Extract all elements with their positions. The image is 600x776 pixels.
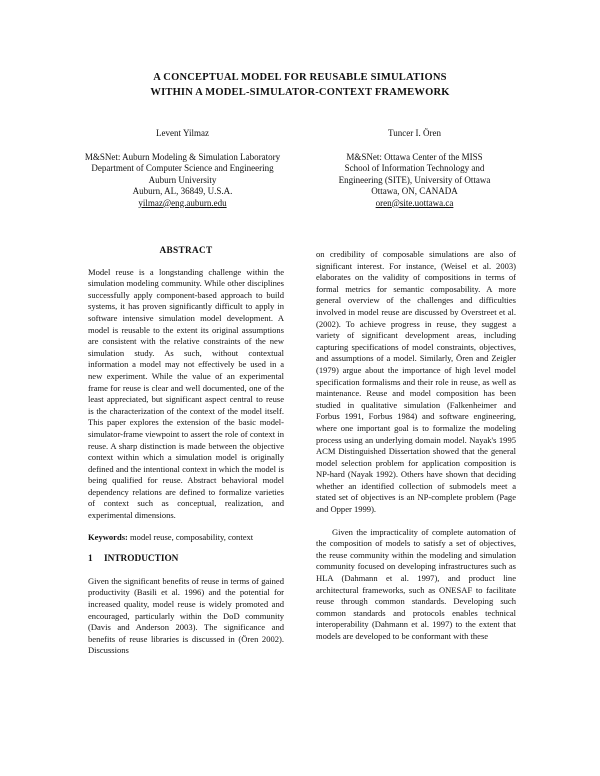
author-block-oren (312, 128, 517, 209)
title-line-1: A CONCEPTUAL MODEL FOR REUSABLE SIMULATIONS (153, 72, 447, 83)
author-name: Levent Yilmaz (156, 128, 209, 138)
affiliation-line: School of Information Technology and (344, 163, 485, 173)
body-paragraph: Given the impracticality of complete automation of the composition of models to satisfy a set of objectives, the reuse community within the modeling and simulation community focused on developing infrastructures such as HLA (Dahmann et al. 1997), and product line architectural frameworks, such as ONESAF to facilitate reuse through common standards. Developing such common standards and protocols enables technical interoperability (Dahmann et al. 1997) to the extent that models are developed to be conformant with these (316, 526, 516, 641)
section-number: 1 (88, 554, 93, 565)
section-title: INTRODUCTION (104, 554, 179, 565)
author-name: Tuncer I. Ören (388, 128, 441, 138)
affiliation-line: M&SNet: Auburn Modeling & Simulation Laboratory (84, 151, 281, 162)
author-email-link[interactable]: oren@site.uottawa.ca (375, 197, 454, 208)
affiliation-line: Auburn, AL, 36849, U.S.A. (132, 186, 233, 196)
introduction-text: Given the significant benefits of reuse in terms of gained productivity (Basili et al. 1996) and the potential for increased quality, model reuse is widely promoted and encouraged, particularly within the DoD community (Davis and Anderson 2003). The significance and benefits of reuse libraries is discussed in (Ören 2002). Discussions (88, 575, 284, 656)
abstract-text: Model reuse is a longstanding challenge within the simulation modeling community. While other disciplines successfully apply component-based approach to build systems, it has proven significantly difficult to apply in software intensive simulation model development. A model is reusable to the extent its original assumptions are consistent with the relative constraints of the new simulation study. As such, without contextual information a model may not effectively be used in a new experiment. While the value of an experimental frame for reuse is clear and well documented, one of the least appreciated, but significant aspect central to reuse is the characterization of the context of the model itself. This paper explores the extension of the basic model-simulator-frame viewpoint to assert the role of context in reuse. A sharp distinction is made between the objective context within which a simulation model is originally defined and the intentional context in which the model is being qualified for reuse. Abstract behavioral model dependency relations are defined to formalize varieties of context such as conceptual, realization, and experimental dimensions. (88, 266, 284, 521)
keywords-line (88, 532, 284, 544)
introduction-heading (88, 554, 284, 566)
affiliation-line: M&SNet: Ottawa Center of the MISS (346, 151, 483, 162)
abstract-heading: ABSTRACT (159, 246, 213, 256)
affiliation-line: Engineering (SITE), University of Ottawa (338, 174, 491, 185)
keywords-text: model reuse, composability, context (130, 531, 254, 542)
paper-title (0, 70, 600, 100)
affiliation-line: Ottawa, ON, CANADA (371, 186, 458, 196)
title-line-2: WITHIN A MODEL-SIMULATOR-CONTEXT FRAMEWORK (150, 87, 450, 98)
affiliation-line: Department of Computer Science and Engineering (91, 163, 274, 173)
right-column (316, 249, 516, 643)
affiliation-line: Auburn University (148, 174, 217, 185)
body-paragraph: on credibility of composable simulations are also of significant interest. For instance, (Weisel et al. 2003) elaborates on the validity of compositions in terms of formal metrics for semantic composability. A more general overview of the challenges and difficulties involved in model reuse are discussed by Overstreet et al. (2002). To achieve progress in reuse, they suggest a variety of significant development areas, including capturing specifications of model constraints, objectives, and assumptions of a model. Similarly, Ören and Zeigler (1979) argue about the importance of high level model specification formalisms and their role in reuse, as well as maintenance. Reuse and model composition has been studied in qualitative simulation (Falkenheimer and Forbus 1991, Forbus 1984) and software engineering, where one important goal is to formalize the modeling process using an underlying domain model. Nayak's 1995 ACM Distinguished Dissertation showed that the general model selection problem for application composition is NP-hard (Nayak 1992). Others have shown that deciding whether an identified collection of submodels meet a stated set of objectives is an NP-complete problem (Page and Opper 1999). (316, 249, 516, 515)
author-email-link[interactable]: yilmaz@eng.auburn.edu (138, 197, 227, 208)
keywords-label: Keywords: (88, 531, 128, 542)
author-block-yilmaz (80, 128, 285, 209)
left-column (88, 246, 284, 657)
